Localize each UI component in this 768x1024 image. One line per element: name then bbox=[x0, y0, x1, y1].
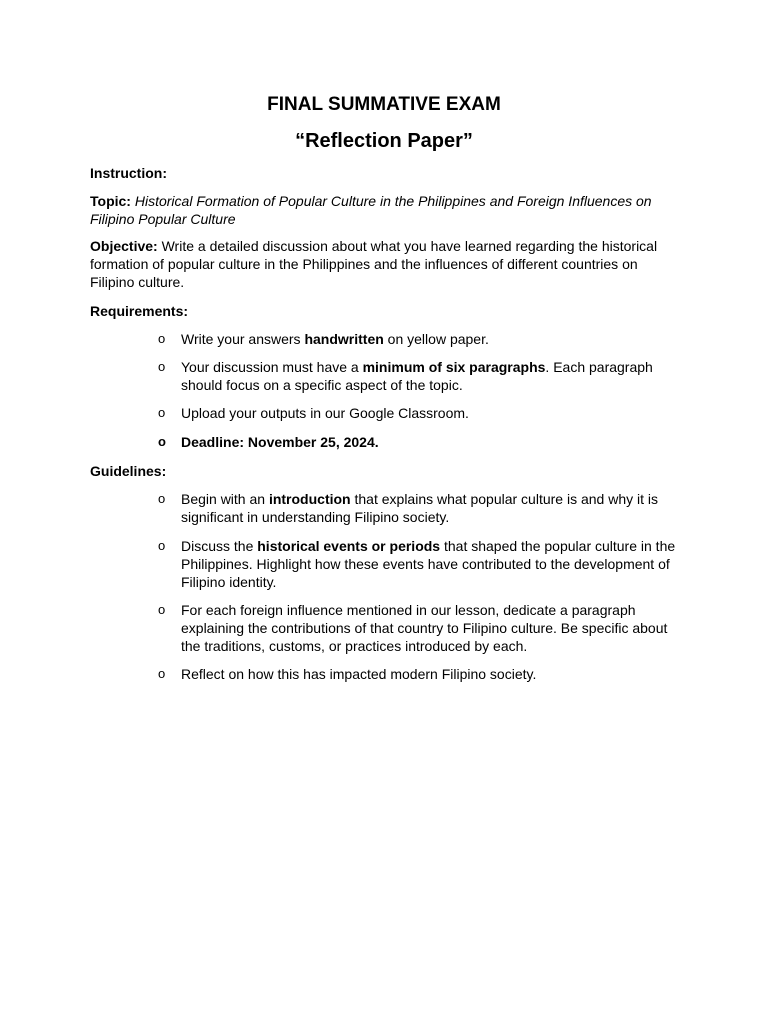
bullet-marker: o bbox=[158, 359, 166, 374]
deadline-text: Deadline: November 25, 2024. bbox=[181, 434, 379, 450]
requirement-emphasis: handwritten bbox=[304, 331, 384, 347]
guideline-text-part: Begin with an bbox=[181, 491, 269, 507]
requirement-text bbox=[181, 404, 676, 422]
topic-label: Topic: bbox=[90, 193, 131, 209]
requirement-text-part: on yellow paper. bbox=[383, 331, 489, 347]
topic-text: Historical Formation of Popular Culture in the Philippines and Foreign Influences on Filipino Popular Culture bbox=[90, 193, 652, 227]
guidelines-heading: Guidelines: bbox=[90, 463, 167, 479]
requirement-emphasis: minimum of six paragraphs bbox=[362, 359, 546, 375]
bullet-marker: o bbox=[158, 434, 166, 449]
guideline-text bbox=[181, 601, 676, 655]
objective-paragraph bbox=[90, 237, 670, 291]
requirement-text-part: Your discussion must have a bbox=[181, 359, 363, 375]
guideline-emphasis: historical events or periods bbox=[257, 538, 441, 554]
requirement-text-part: Write your answers bbox=[181, 331, 305, 347]
guideline-text-part: Reflect on how this has impacted modern Filipino society. bbox=[181, 666, 537, 682]
guideline-text-part: that explains what popular culture is and why it is significant in understanding Filipino society. bbox=[181, 491, 658, 525]
requirements-heading: Requirements: bbox=[90, 303, 189, 319]
guideline-text-part: that shaped the popular culture in the Philippines. Highlight how these events have contributed to the development of Filipino identity. bbox=[181, 538, 676, 590]
topic-paragraph bbox=[90, 192, 670, 228]
guideline-text bbox=[181, 665, 676, 683]
requirement-text bbox=[181, 433, 676, 451]
bullet-marker: o bbox=[158, 666, 166, 681]
guideline-text-part: For each foreign influence mentioned in our lesson, dedicate a paragraph explaining the contributions of that country to Filipino culture. Be specific about the traditions, customs, or practices introduced by each. bbox=[181, 602, 668, 654]
guideline-text bbox=[181, 537, 676, 591]
requirement-text bbox=[181, 358, 676, 394]
instruction-heading: Instruction: bbox=[90, 165, 167, 181]
bullet-marker: o bbox=[158, 602, 166, 617]
guideline-text-part: Discuss the bbox=[181, 538, 258, 554]
objective-text: Write a detailed discussion about what you have learned regarding the historical formation of popular culture in the Philippines and the influences of different countries on Filipino culture. bbox=[90, 238, 658, 290]
page-subtitle: “Reflection Paper” bbox=[295, 130, 473, 152]
bullet-marker: o bbox=[158, 405, 166, 420]
requirement-text bbox=[181, 330, 676, 348]
bullet-marker: o bbox=[158, 331, 166, 346]
requirement-text-part: Upload your outputs in our Google Classroom. bbox=[181, 405, 469, 421]
bullet-marker: o bbox=[158, 538, 166, 553]
bullet-marker: o bbox=[158, 491, 166, 506]
objective-label: Objective: bbox=[90, 238, 158, 254]
guideline-text bbox=[181, 490, 676, 526]
page-title: FINAL SUMMATIVE EXAM bbox=[267, 94, 501, 115]
guideline-emphasis: introduction bbox=[268, 491, 351, 507]
requirement-text-part: . Each paragraph should focus on a specific aspect of the topic. bbox=[181, 359, 653, 393]
